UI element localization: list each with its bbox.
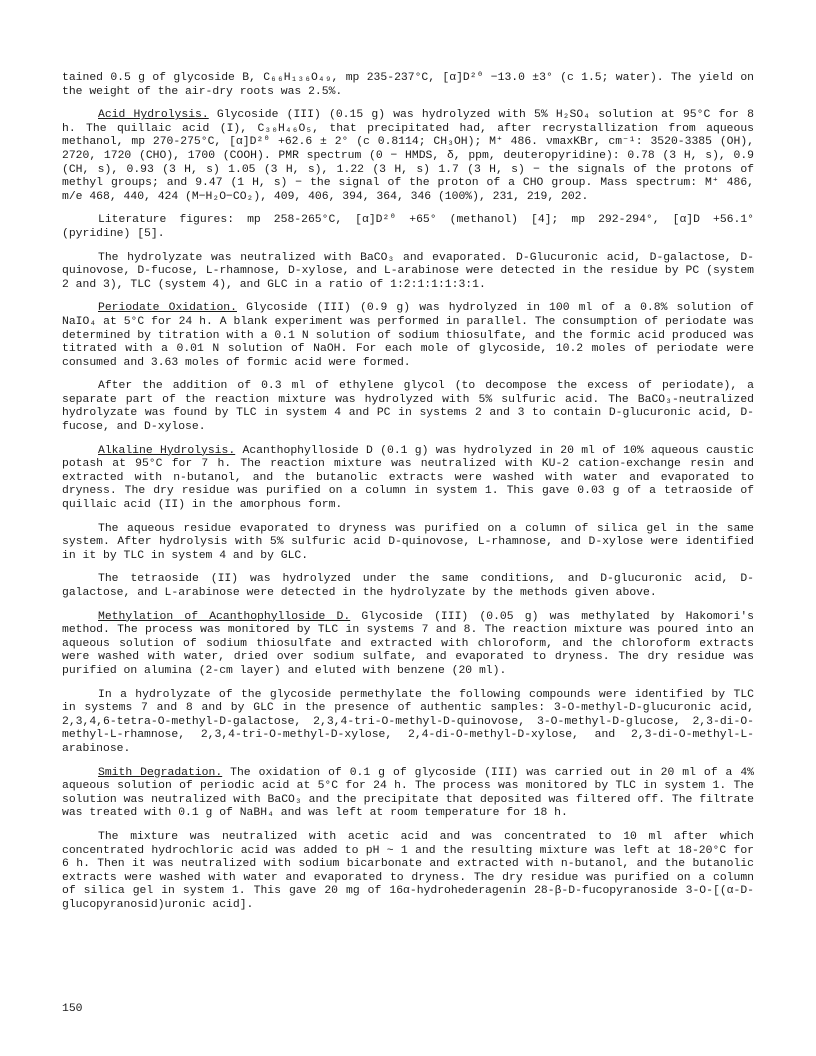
paragraph-text: The mixture was neutralized with acetic acid and was concentrated to 10 ml after which concentrated hydrochloric acid was added to pH ~ 1 and the resulting mixture was left at 18-20°C for 6 h. Then it was neutralized with sodium bicarbonate and extracted with n-butanol, and the butanolic extracts were washed with water and evaporated to dryness. The dry residue was purified on a column of silica gel in system 1. This gave 20 mg of 16α-hydrohederagenin 28-β-D-fucopyranoside 3-O-[(α-D-glucopyranosid)uronic acid]. bbox=[62, 830, 754, 911]
paragraph-text: Glycoside (III) (0.05 g) was methylated by Hakomori's method. The process was monitored by TLC in systems 7 and 8. The reaction mixture was poured into an aqueous solution of sodium thiosulfate and extracted with chloroform, and the chloroform extracts were washed with water, dried over sodium sulfate, and evaporated to dryness. The dry residue was purified on alumina (2-cm layer) and eluted with benzene (20 ml). bbox=[62, 610, 754, 677]
paragraph-alkaline-hydrolysis bbox=[62, 445, 754, 513]
paragraph-continuation bbox=[62, 72, 754, 99]
paragraph-text: Glycoside (III) (0.9 g) was hydrolyzed in 100 ml of a 0.8% solution of NaIO₄ at 5°C for 24 h. A blank experiment was performed in parallel. The consumption of periodate was determined by titration with a 0.1 N solution of sodium thiosulfate, and the formic acid produced was titrated with a 0.01 N solution of NaOH. For each mole of glycoside, 10.2 moles of periodate were consumed and 3.63 moles of formic acid were formed. bbox=[62, 302, 754, 369]
paragraph-hydrolyzate bbox=[62, 252, 754, 293]
paragraph-text: The tetraoside (II) was hydrolyzed under the same conditions, and D-glucuronic acid, D-galactose, and L-arabinose were detected in the hydrolyzate by the methods given above. bbox=[62, 573, 754, 599]
section-heading: Methylation of Acanthophylloside D. bbox=[98, 610, 351, 623]
paragraph-text: After the addition of 0.3 ml of ethylene glycol (to decompose the excess of periodate), a separate part of the reaction mixture was hydrolyzed with 5% sulfuric acid. The BaCO₃-neutralized hydrolyzate was found by TLC in system 4 and PC in systems 2 and 3 to contain D-glucuronic acid, D-fucose, and D-xylose. bbox=[62, 380, 754, 434]
paragraph-text: The aqueous residue evaporated to dryness was purified on a column of silica gel in the same system. After hydrolysis with 5% sulfuric acid D-quinovose, L-rhamnose, and D-xylose were identified in it by TLC in system 4 and by GLC. bbox=[62, 522, 754, 562]
paragraph-text: Glycoside (III) (0.15 g) was hydrolyzed with 5% H₂SO₄ solution at 95°C for 8 h. The quillaic acid (I), C₃₀H₄₆O₅, that precipitated had, after recrystallization from aqueous methanol, mp 270-275°C, [α]D²⁰ +62.6 ± 2° (c 0.8114; CH₃OH); M⁺ 486. νmaxKBr, cm⁻¹: 3520-3385 (OH), 2720, 1720 (CHO), 1700 (COOH). PMR spectrum (0 − HMDS, δ, ppm, deuteropyridine): 0.78 (3 H, s), 0.9 (CH, s), 0.93 (3 H, s) 1.05 (3 H, s), 1.22 (3 H, s) 1.7 (3 H, s) − the signals of the protons of methyl groups; and 9.47 (1 H, s) − the signal of the proton of a CHO group. Mass spectrum: M⁺ 486, m/e 468, 440, 424 (M−H₂O−CO₂), 409, 406, 394, 364, 346 (100%), 231, 219, 202. bbox=[62, 109, 754, 203]
paragraph-permethylate bbox=[62, 689, 754, 757]
paragraph-text: Literature figures: mp 258-265°C, [α]D²⁰ +65° (methanol) [4]; mp 292-294°, [α]D +56.1° (pyridine) [5]. bbox=[62, 214, 754, 240]
paragraph-text: Acanthophylloside D (0.1 g) was hydrolyzed in 20 ml of 10% aqueous caustic potash at 95°C for 7 h. The reaction mixture was neutralized with KU-2 cation-exchange resin and extracted with n-butanol, and the butanolic extracts were washed with water and evaporated to dryness. The dry residue was purified on a column in system 1. This gave 0.03 g of a tetraoside of quillaic acid (II) in the amorphous form. bbox=[62, 444, 754, 512]
page-number: 150 bbox=[62, 1003, 83, 1015]
paragraph-periodate-oxidation bbox=[62, 302, 754, 370]
paragraph-ethylene-glycol bbox=[62, 380, 754, 434]
paragraph-neutralization bbox=[62, 831, 754, 913]
section-heading: Periodate Oxidation. bbox=[98, 302, 237, 315]
section-heading: Smith Degradation. bbox=[98, 766, 223, 779]
paragraph-tetraoside bbox=[62, 573, 754, 600]
paragraph-text: In a hydrolyzate of the glycoside permethylate the following compounds were identified by TLC in systems 7 and 8 and by GLC in the presence of authentic samples: 3-O-methyl-D-glucuronic acid, 2,3,4,6-tetra-O-methyl-D-galactose, 2,3,4-tri-O-methyl-D-quinovose, 3-O-methyl-D-glucose, 2,3-di-O-methyl-L-rhamnose, 2,3,4-tri-O-methyl-D-xylose, 2,4-di-O-methyl-D-xylose, and 2,3-di-O-methyl-L-arabinose. bbox=[62, 688, 754, 755]
section-heading: Acid Hydrolysis. bbox=[98, 109, 209, 122]
paragraph-smith-degradation bbox=[62, 767, 754, 821]
section-heading: Alkaline Hydrolysis. bbox=[98, 444, 236, 457]
paragraph-text: tained 0.5 g of glycoside B, C₆₆H₁₃₆O₄₉, mp 235-237°C, [α]D²⁰ −13.0 ±3° (c 1.5; water). The yield on the weight of the air-dry roots was 2.5%. bbox=[62, 72, 754, 98]
paragraph-text: The oxidation of 0.1 g of glycoside (III) was carried out in 20 ml of a 4% aqueous solution of periodic acid at 5°C for 24 h. The process was monitored by TLC in system 1. The solution was neutralized with BaCO₃ and the precipitate that deposited was filtered off. The filtrate was treated with 0.1 g of NaBH₄ and was left at room temperature for 18 h. bbox=[62, 766, 754, 820]
paragraph-text: The hydrolyzate was neutralized with BaCO₃ and evaporated. D-Glucuronic acid, D-galactose, D-quinovose, D-fucose, L-rhamnose, D-xylose, and L-arabinose were detected in the residue by PC (system 2 and 3), TLC (system 4), and GLC in a ratio of 1:2:1:1:1:3:1. bbox=[62, 251, 754, 291]
paragraph-methylation bbox=[62, 611, 754, 679]
paragraph-acid-hydrolysis bbox=[62, 109, 754, 204]
paragraph-literature bbox=[62, 214, 754, 241]
paragraph-aqueous-residue bbox=[62, 523, 754, 564]
